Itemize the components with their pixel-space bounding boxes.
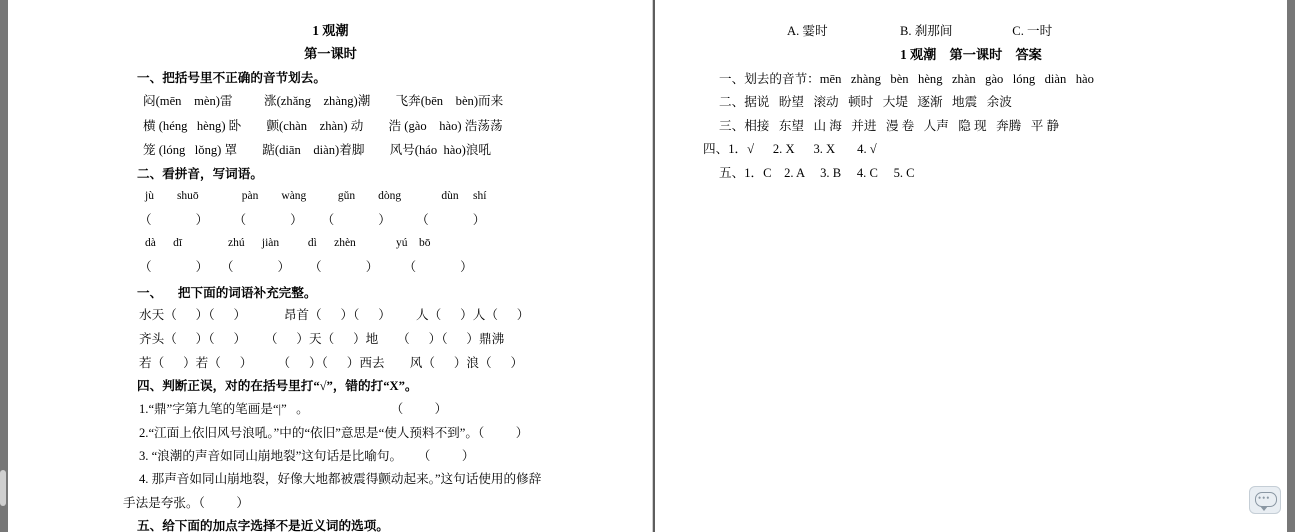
- page-title: 1 观潮: [312, 23, 349, 38]
- scroll-indicator[interactable]: [0, 470, 6, 506]
- section-4-item-4[interactable]: 4. 那声音如同山崩地裂，好像大地都被震得颤动起来。”这句话使用的修辞: [139, 472, 542, 486]
- section-heading-3: 一、 把下面的词语补充完整。: [137, 286, 317, 300]
- section-1-line-2: 横 (héng hèng) 卧 颤(chàn zhàn) 动 浩 (gào hào) 浩荡荡: [143, 119, 503, 133]
- section-3-line-2[interactable]: 齐头（ ）（ ） （ ）天（ ）地 （ ）（ ）鼎沸: [139, 332, 505, 346]
- answer-line-5: 五、1．C 2. A 3. B 4. C 5. C: [719, 166, 915, 180]
- section-1-line-3: 笼 (lóng lǒng) 罩 踮(diān diàn)着脚 风号(háo hào)浪吼: [143, 143, 492, 157]
- answer-blank-row-1[interactable]: （ ） （ ） （ ） （ ）: [139, 213, 486, 227]
- section-4-item-1[interactable]: 1.“鼎”字第九笔的笔画是“|” 。 （ ）: [139, 402, 448, 416]
- section-4-item-4-cont[interactable]: 手法是夸张。（ ）: [123, 496, 249, 510]
- answer-line-4: 四、1．√ 2. X 3. X 4. √: [703, 142, 877, 156]
- section-heading-1: 一、把括号里不正确的音节划去。: [137, 71, 326, 85]
- pinyin-row-1: jù shuō pàn wàng gǔn dòng dùn shí: [145, 190, 487, 202]
- document-page-right: [655, 0, 1287, 532]
- chat-dots: •••: [1258, 493, 1271, 503]
- page-subtitle: 第一课时: [304, 46, 357, 61]
- pinyin-row-2: dà dī zhú jiàn dì zhèn yú bō: [145, 237, 431, 249]
- section-heading-2: 二、看拼音，写词语。: [137, 167, 263, 181]
- answer-line-3: 三、相接 东望 山 海 并进 漫 卷 人声 隐 现 奔腾 平 静: [719, 119, 1060, 133]
- answer-line-2: 二、据说 盼望 滚动 顿时 大堤 逐渐 地震 余波: [719, 95, 1012, 109]
- answer-key-title: 1 观潮 第一课时 答案: [900, 47, 1042, 62]
- section-4-item-3[interactable]: 3. “浪潮的声音如同山崩地裂”这句话是比喻句。 （ ）: [139, 449, 475, 463]
- answer-line-1: 一、划去的音节：mēn zhàng bèn hèng zhàn gào lóng diàn hào: [719, 72, 1094, 86]
- answer-blank-row-2[interactable]: （ ） （ ） （ ） （ ）: [139, 260, 473, 274]
- section-heading-4: 四、判断正误，对的在括号里打“√”，错的打“X”。: [137, 379, 418, 393]
- multiple-choice-options[interactable]: A. 霎时 B. 刹那间 C. 一时: [787, 24, 1053, 38]
- section-4-item-2[interactable]: 2.“江面上依旧风号浪吼。”中的“依旧”意思是“使人预料不到”。（ ）: [139, 426, 529, 440]
- section-heading-5: 五、给下面的加点字选择不是近义词的选项。: [137, 519, 389, 532]
- section-3-line-1[interactable]: 水天（ ）（ ） 昂首（ ）（ ） 人（ ）人（ ）: [139, 308, 530, 322]
- chat-support-button[interactable]: [1249, 486, 1281, 514]
- document-page-left: [8, 0, 653, 532]
- section-1-line-1: 闷(mēn mèn)雷 涨(zhǎng zhàng)潮 飞奔(bēn bèn)而来: [143, 94, 504, 108]
- section-3-line-3[interactable]: 若（ ）若（ ） （ ）（ ）西去 风（ ）浪（ ）: [139, 356, 524, 370]
